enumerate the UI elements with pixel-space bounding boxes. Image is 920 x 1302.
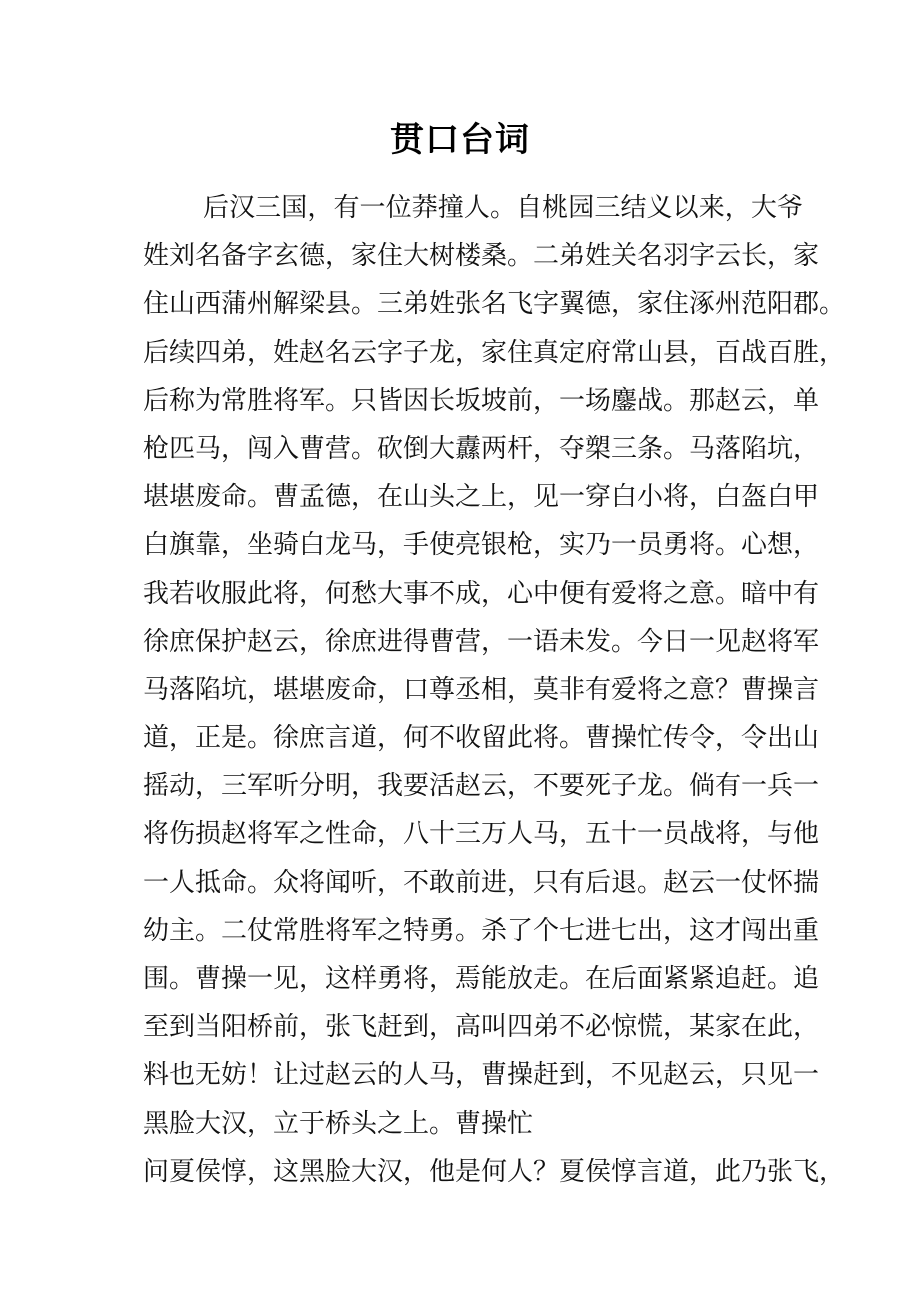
text-line: 至到当阳桥前，张飞赶到，高叫四弟不必惊慌，某家在此， <box>143 1012 820 1043</box>
text-line: 后续四弟，姓赵名云字子龙，家住真定府常山县，百战百胜， <box>143 337 846 368</box>
text-line: 围。曹操一见，这样勇将，焉能放走。在后面紧紧追赶。追 <box>143 964 820 994</box>
text-line: 道，正是。徐庶言道，何不收留此将。曹操忙传令，令出山 <box>143 723 820 754</box>
text-line: 幼主。二仗常胜将军之特勇。杀了个七进七出，这才闯出重 <box>143 915 820 946</box>
text-line: 马落陷坑，堪堪废命，口尊丞相，莫非有爱将之意？曹操言 <box>143 674 820 705</box>
text-line: 一人抵命。众将闻听，不敢前进，只有后退。赵云一仗怀揣 <box>143 867 820 898</box>
text-line: 白旗靠，坐骑白龙马，手使亮银枪，实乃一员勇将。心想， <box>143 530 820 561</box>
text-line: 徐庶保护赵云，徐庶进得曹营，一语未发。今日一见赵将军 <box>143 626 820 657</box>
text-line: 姓刘名备字玄德，家住大树楼桑。二弟姓关名羽字云长，家 <box>143 241 820 272</box>
text-line: 后汉三国，有一位莽撞人。自桃园三结义以来，大爷 <box>203 193 803 223</box>
text-line: 后称为常胜将军。只皆因长坂坡前，一场鏖战。那赵云，单 <box>143 385 820 416</box>
text-line: 将伤损赵将军之性命，八十三万人马，五十一员战将，与他 <box>143 819 820 850</box>
text-line: 住山西蒲州解梁县。三弟姓张名飞字翼德，家住涿州范阳郡。 <box>143 289 846 320</box>
text-line: 料也无妨！让过赵云的人马，曹操赶到，不见赵云，只见一 <box>143 1060 820 1091</box>
text-line: 问夏侯惇，这黑脸大汉，他是何人？夏侯惇言道，此乃张飞， <box>143 1156 846 1187</box>
text-line: 黑脸大汉，立于桥头之上。曹操忙 <box>143 1108 534 1139</box>
document-title: 贯口台词 <box>390 120 530 160</box>
text-line: 我若收服此将，何愁大事不成，心中便有爱将之意。暗中有 <box>143 578 820 609</box>
document-body <box>143 184 846 1196</box>
text-line: 枪匹马，闯入曹营。砍倒大纛两杆，夺槊三条。马落陷坑， <box>143 433 820 464</box>
text-line: 摇动，三军听分明，我要活赵云，不要死子龙。倘有一兵一 <box>143 771 820 802</box>
text-line: 堪堪废命。曹孟德，在山头之上，见一穿白小将，白盔白甲 <box>143 482 820 513</box>
